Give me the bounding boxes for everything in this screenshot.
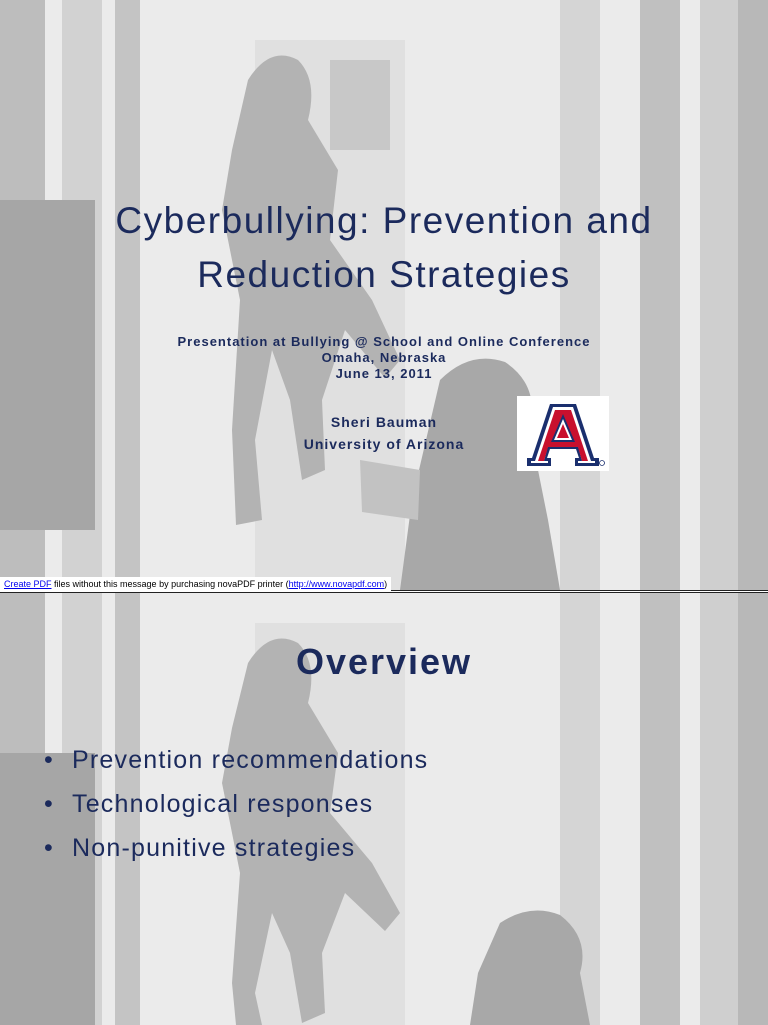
bullet-text: Technological responses <box>72 790 374 818</box>
author-affiliation: University of Arizona <box>303 436 465 452</box>
bullet-marker: • <box>44 746 54 774</box>
university-of-arizona-a-logo-icon <box>517 396 609 471</box>
overview-slide <box>0 592 768 1025</box>
overview-bullet-list <box>44 738 428 870</box>
pdf-watermark-footer <box>0 577 391 592</box>
overview-title: Overview <box>295 641 473 682</box>
date-line: June 13, 2011 <box>335 366 433 381</box>
bullet-text: Non-punitive strategies <box>72 834 356 862</box>
list-item <box>44 826 428 870</box>
create-pdf-link[interactable]: Create PDF <box>4 579 52 589</box>
author-name: Sheri Bauman <box>330 414 438 430</box>
footer-text-middle: files without this message by purchasing novaPDF printer ( <box>51 579 289 589</box>
bullet-text: Prevention recommendations <box>72 746 429 774</box>
slide-title-line-2: Reduction Strategies <box>197 254 571 295</box>
conference-line: Presentation at Bullying @ School and Online Conference <box>177 334 591 349</box>
bullet-marker: • <box>44 834 54 862</box>
list-item <box>44 782 428 826</box>
bullet-marker: • <box>44 790 54 818</box>
footer-text-end: ) <box>384 579 388 589</box>
list-item <box>44 738 428 782</box>
location-line: Omaha, Nebraska <box>321 350 447 365</box>
slide-title-line-1: Cyberbullying: Prevention and <box>115 200 653 241</box>
novapdf-link[interactable]: http://www.novapdf.com <box>288 579 385 589</box>
